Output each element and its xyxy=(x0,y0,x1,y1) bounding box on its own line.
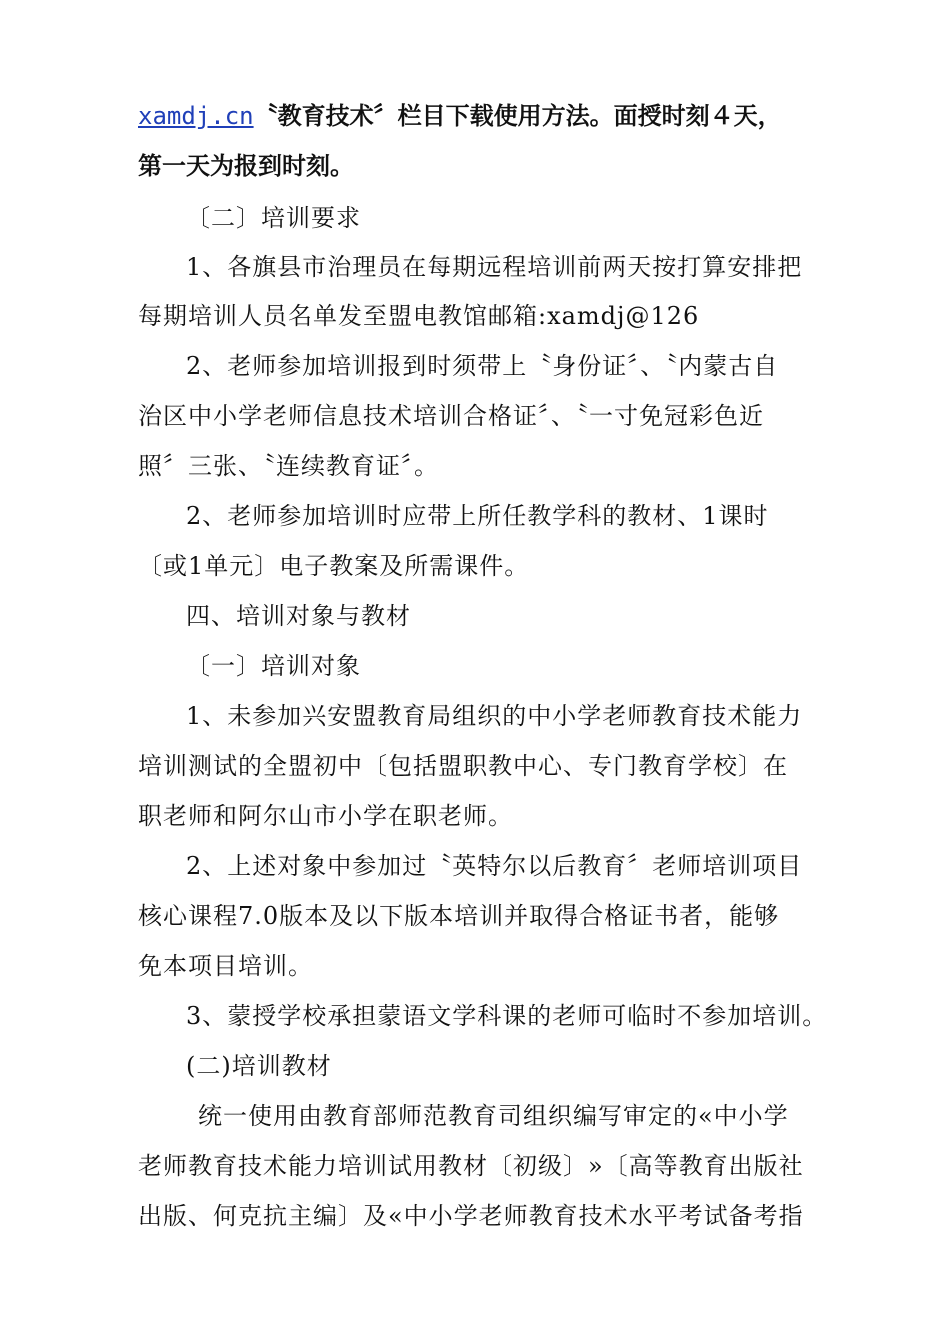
line-text: 〝教育技术〞栏目下载使用方法。面授时刻４天， xyxy=(253,102,782,130)
paragraph-line: 老师教育技术能力培训试用教材〔初级〕»〔高等教育出版社 xyxy=(138,1152,804,1180)
paragraph-line: 治区中小学老师信息技术培训合格证〞、〝一寸免冠彩色近 xyxy=(138,402,764,430)
paragraph-line: 每期培训人员名单发至盟电教馆邮箱:xamdj@126 xyxy=(138,302,700,330)
paragraph-line: 照〞三张、〝连续教育证〞。 xyxy=(138,452,439,480)
section-heading: 〔一〕培训对象 xyxy=(186,652,361,680)
paragraph-line: 2、上述对象中参加过〝英特尔以后教育〞老师培训项目 xyxy=(186,852,803,880)
paragraph-line: 核心课程7.0版本及以下版本培训并取得合格证书者，能够 xyxy=(138,902,780,930)
paragraph-line: 出版、何克抗主编〕及«中小学老师教育技术水平考试备考指 xyxy=(138,1202,804,1230)
paragraph-line: 1、未参加兴安盟教育局组织的中小学老师教育技术能力 xyxy=(186,702,803,730)
section-heading: 四、培训对象与教材 xyxy=(186,602,411,630)
paragraph-line: 培训测试的全盟初中〔包括盟职教中心、专门教育学校〕在 xyxy=(138,752,788,780)
paragraph-line: 职老师和阿尔山市小学在职老师。 xyxy=(138,802,513,830)
paragraph-line: 第一天为报到时刻。 xyxy=(138,152,354,180)
section-heading: 〔二〕培训要求 xyxy=(186,204,361,232)
paragraph-line: 〔或1单元〕电子教案及所需课件。 xyxy=(138,552,530,580)
paragraph-line: 统一使用由教育部师范教育司组织编写审定的«中小学 xyxy=(198,1102,789,1130)
paragraph-line: 1、各旗县市治理员在每期远程培训前两天按打算安排把 xyxy=(186,253,803,281)
paragraph-line: 免本项目培训。 xyxy=(138,952,313,980)
paragraph-line: 3、蒙授学校承担蒙语文学科课的老师可临时不参加培训。 xyxy=(186,1002,828,1030)
paragraph-line: 2、老师参加培训报到时须带上〝身份证〞、〝内蒙古自 xyxy=(186,352,779,380)
section-heading: (二)培训教材 xyxy=(186,1052,332,1080)
paragraph-line xyxy=(138,100,782,132)
paragraph-line: 2、老师参加培训时应带上所任教学科的教材、1课时 xyxy=(186,502,769,530)
website-link[interactable]: xamdj.cn xyxy=(138,102,254,130)
